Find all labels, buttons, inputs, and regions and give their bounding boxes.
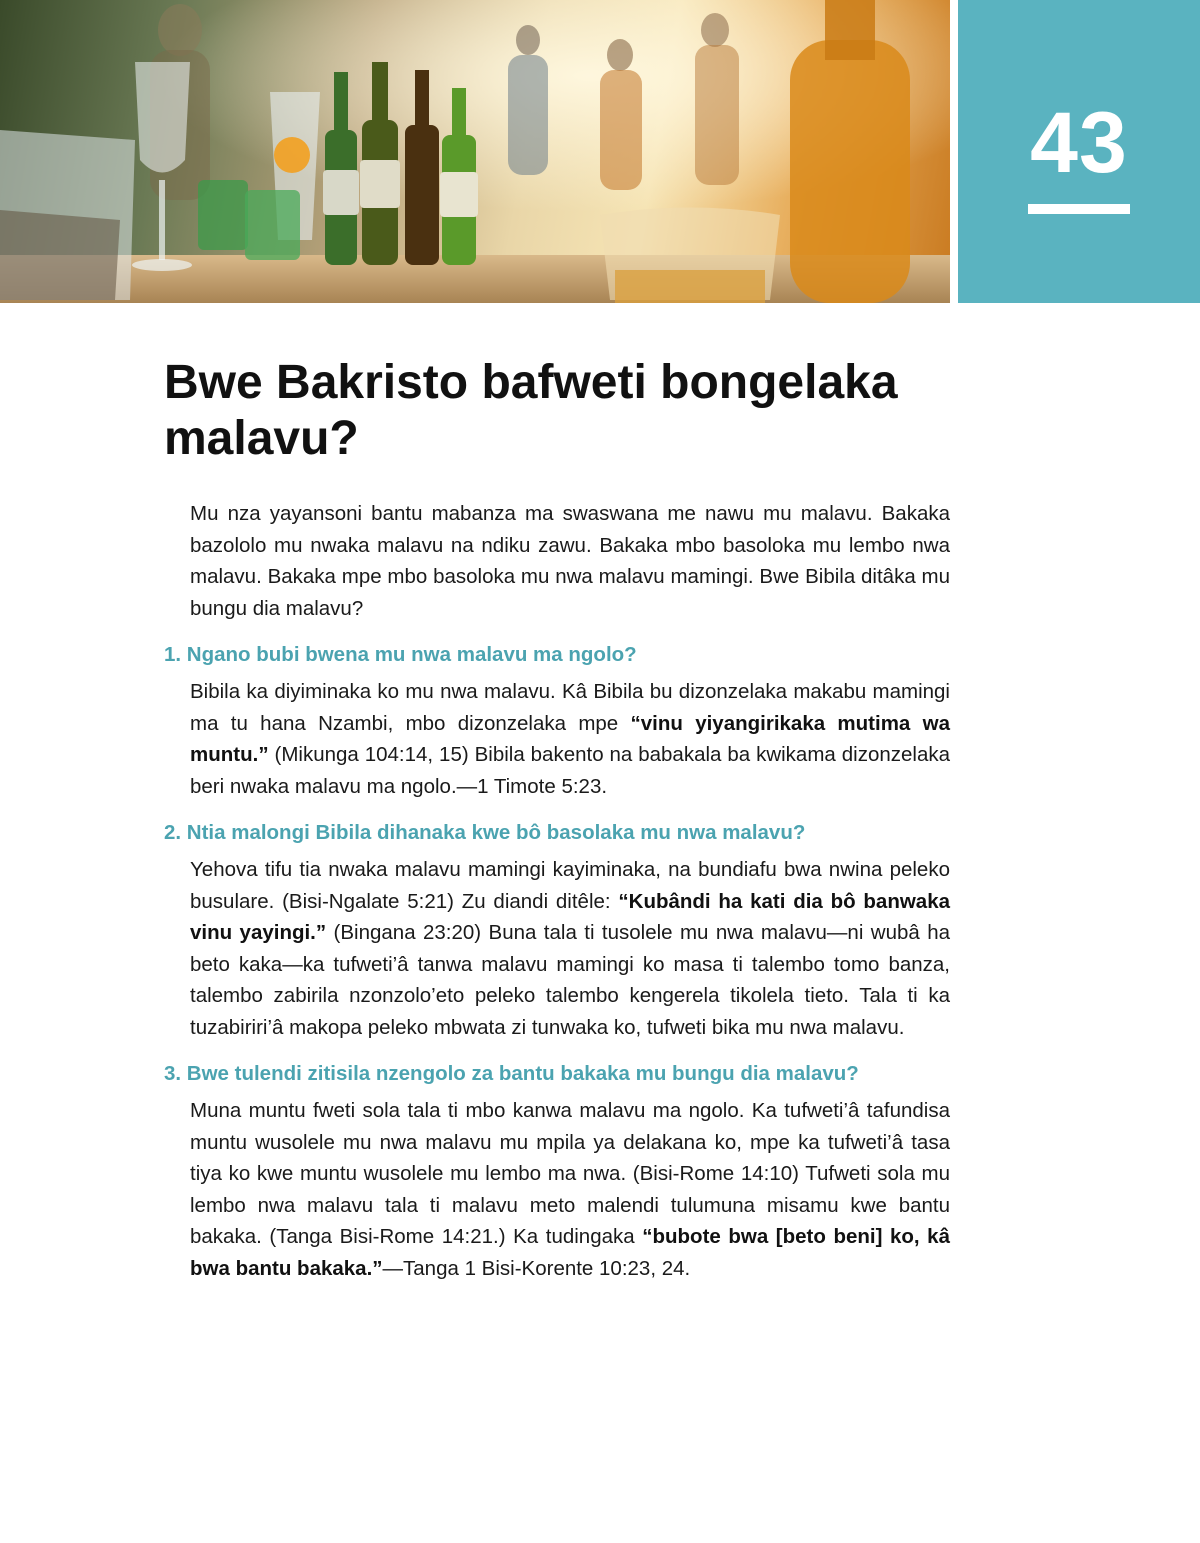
page-title: Bwe Bakristo bafweti bongelaka malavu? — [164, 356, 898, 465]
intro-paragraph: Mu nza yayansoni bantu mabanza ma swaswana me nawu mu malavu. Bakaka bazololo mu nwaka malavu na ndiku zawu. Bakaka mbo basoloka mu lembo nwa malavu. Bakaka mpe mbo basoloka mu nwa malavu mamingi. Bwe Bibila ditâka mu bungu dia malavu? — [190, 502, 950, 620]
question-3: 3. Bwe tulendi zitisila nzengolo za bantu bakaka mu bungu dia malavu? — [164, 1062, 859, 1085]
header-photo — [0, 0, 950, 303]
lesson-content — [164, 498, 950, 1284]
lesson-number: 43 — [1030, 95, 1128, 191]
answer-2: Yehova tifu tia nwaka malavu mamingi kayiminaka, na bundiafu bwa nwina peleko busulare. (Bisi-Ngalate 5:21) Zu diandi ditêle: “Kubândi ha kati dia bô banwaka vinu yayingi.” (Bingana 23:20) Buna tala ti tusolele mu nwa malavu—ni wubâ ha beto kaka—ka tufweti’â tanwa malavu mamingi ko masa ti talembo tomo banza, talembo zabirila nzonzolo’eto peleko talembo kengerela tikolela tieto. Tala ti ka tuzabiriri’â makopa peleko mbwata zi tunwaka ko, tufweti bika mu nwa malavu. — [190, 858, 950, 1039]
answer-3: Muna muntu fweti sola tala ti mbo kanwa malavu ma ngolo. Ka tufweti’â tafundisa muntu wusolele mu nwa malavu mu mpila ya delakana ko, mpe ka tufweti’â tasa tiya ko kwe muntu wusolele mu lembo ma nwa. (Bisi-Rome 14:10) Tufweti sola mu lembo nwa malavu tala ti malavu meto malendi tulumuna misamu kwe bantu bakaka. (Tanga Bisi-Rome 14:21.) Ka tudingaka “bubote bwa [beto beni] ko, kâ bwa bantu bakaka.”—Tanga 1 Bisi-Korente 10:23, 24. — [190, 1099, 950, 1280]
party-drinks-illustration — [0, 0, 950, 303]
lesson-badge — [958, 0, 1200, 303]
badge-underline — [1028, 204, 1130, 214]
answer-1-quote: “vinu yiyangirikaka mutima wa muntu.” — [190, 711, 950, 766]
answer-1: Bibila ka diyiminaka ko mu nwa malavu. Kâ Bibila bu dizonzelaka makabu mamingi ma tu hana Nzambi, mbo dizonzelaka mpe “vinu yiyangirikaka mutima wa muntu.” (Mikunga 104:14, 15) Bibila bakento na babakala ba kwikama dizonzelaka beri nwaka malavu ma ngolo.—1 Timote 5:23. — [190, 680, 950, 798]
question-2: 2. Ntia malongi Bibila dihanaka kwe bô basolaka mu nwa malavu? — [164, 821, 806, 844]
answer-2-quote: “Kubândi ha kati dia bô banwaka vinu yayingi.” — [190, 889, 950, 944]
question-1: 1. Ngano bubi bwena mu nwa malavu ma ngolo? — [164, 643, 637, 666]
answer-3-quote: “bubote bwa [beto beni] ko, kâ bwa bantu bakaka.” — [190, 1225, 950, 1280]
